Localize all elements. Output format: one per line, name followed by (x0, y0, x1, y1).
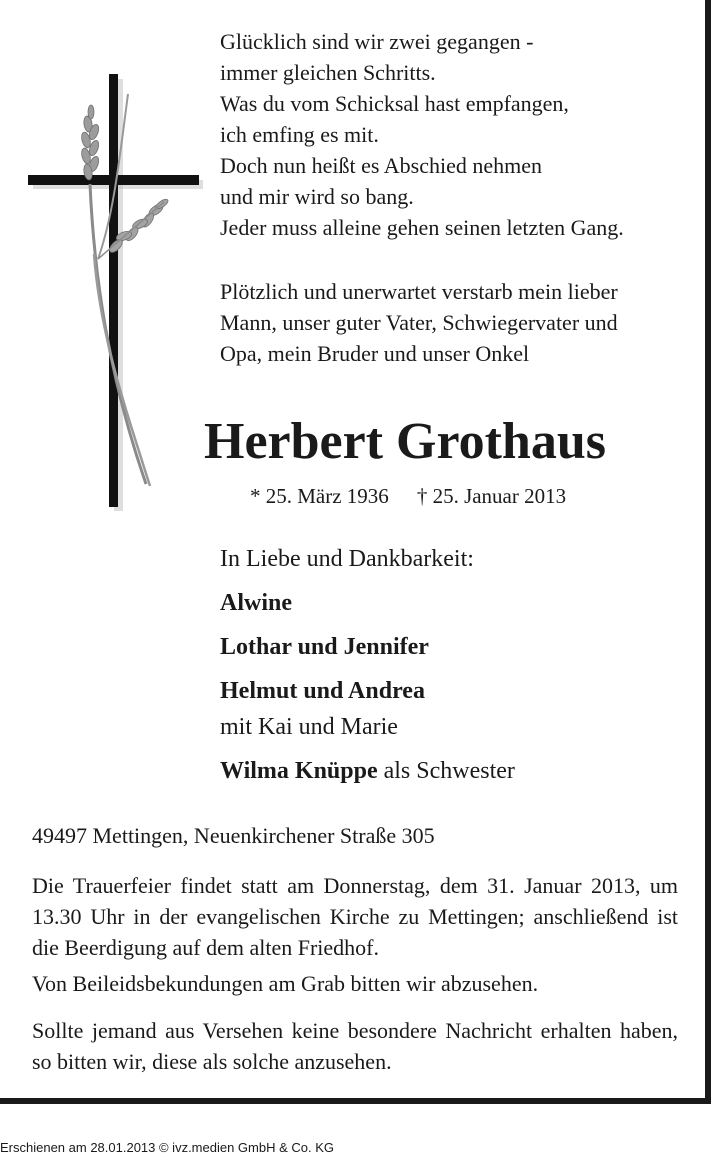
mourner-sibling (220, 758, 515, 785)
funeral-info: Die Trauerfeier findet statt am Donnerstag, dem 31. Januar 2013, um 13.30 Uhr in der evangelischen Kirche zu Mettingen; anschließend ist die Beerdigung auf dem alten Friedhof. (32, 873, 678, 960)
closing-note: Sollte jemand aus Versehen keine besondere Nachricht erhalten haben, so bitten wir, diese als solche anzusehen. (32, 1018, 678, 1074)
cross-with-wheat-icon (28, 74, 203, 514)
life-dates (250, 484, 566, 509)
birth-date: * 25. März 1936 (250, 484, 389, 508)
mourner-children: mit Kai und Marie (220, 714, 398, 740)
poem-line: und mir wird so bang. (220, 184, 414, 209)
mourners-intro: In Liebe und Dankbarkeit: (220, 546, 474, 572)
poem-line: ich emfing es mit. (220, 122, 379, 147)
poem (220, 26, 624, 243)
condolence-note: Von Beileidsbekundungen am Grab bitten wir abzusehen. (32, 971, 539, 996)
mourner-name: Lothar und Jennifer (220, 634, 429, 660)
announcement-line: Mann, unser guter Vater, Schwiegervater und (220, 310, 618, 335)
poem-line: Doch nun heißt es Abschied nehmen (220, 153, 542, 178)
poem-line: immer gleichen Schritts. (220, 60, 436, 85)
mourner-name: Helmut und Andrea (220, 678, 425, 704)
sibling-name: Wilma Knüppe (220, 758, 378, 784)
mourner-name: Alwine (220, 590, 292, 616)
announcement-line: Opa, mein Bruder und unser Onkel (220, 341, 530, 366)
address: 49497 Mettingen, Neuenkirchener Straße 305 (32, 823, 435, 848)
sibling-role: als Schwester (383, 758, 515, 784)
death-date: † 25. Januar 2013 (416, 484, 567, 508)
deceased-name: Herbert Grothaus (204, 413, 606, 470)
death-announcement (220, 276, 618, 369)
announcement-line: Plötzlich und unerwartet verstarb mein lieber (220, 279, 618, 304)
poem-line: Was du vom Schicksal hast empfangen, (220, 91, 569, 116)
publication-footer: Erschienen am 28.01.2013 © ivz.medien GmbH & Co. KG (0, 1140, 335, 1155)
poem-line: Jeder muss alleine gehen seinen letzten Gang. (220, 215, 624, 240)
poem-line: Glücklich sind wir zwei gegangen - (220, 29, 534, 54)
